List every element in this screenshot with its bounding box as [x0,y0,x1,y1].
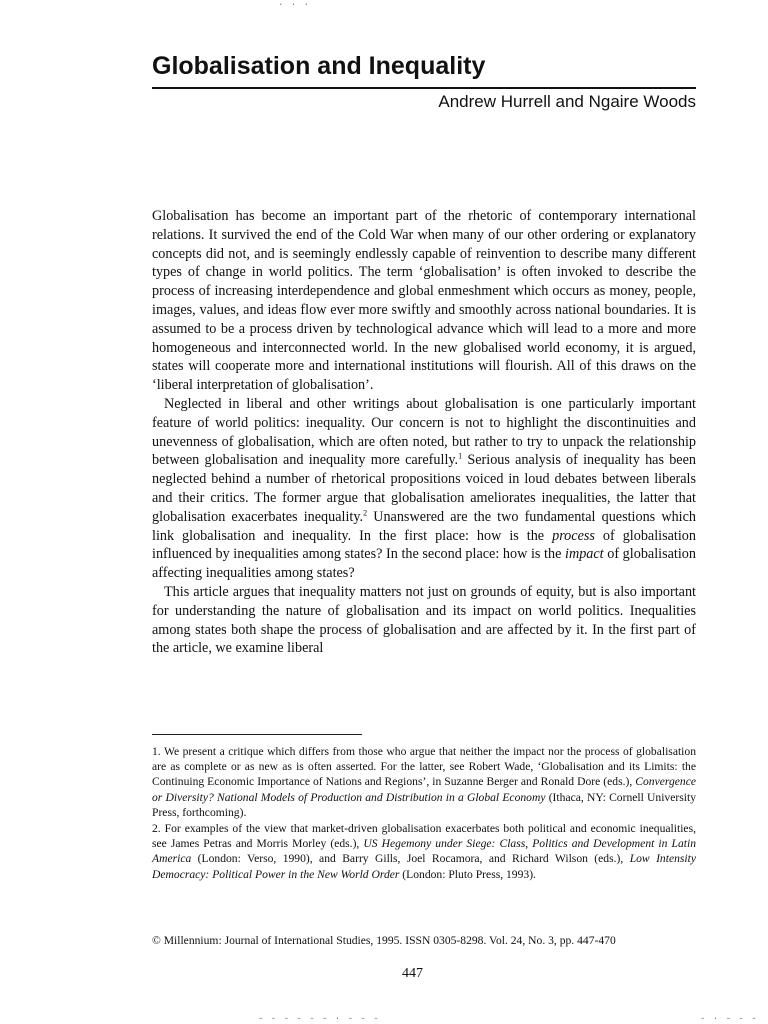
text-run: of globalisation influenced by inequalities among states? In the second place: how is the [152,527,696,563]
text-run: Globalisation has become an important part of the rhetoric of contemporary international relations. It survived the end of the Cold War when many of our other ordering or explanatory concepts did not, and is seemingly endlessly capable of reinvention to describe many different types of change in world politics. The term ‘globalisation’ is often invoked to describe the process of increasing interdependence and global enmeshment which occurs as money, people, images, values, and ideas flow ever more swiftly and smoothly across national boundaries. It is assumed to be a process driven by technological advance which will lead to a more and more homogeneous and interconnected world. In the new globalised world economy, it is argued, states will cooperate more and international institutions will flourish. All of this draws on the ‘liberal interpretation of globalisation’. [152,208,696,394]
body-paragraph [152,583,696,658]
text-run: of globalisation affecting inequalities among states? [152,546,696,582]
footnote-reference: 1 [458,451,463,461]
text-run: (London: Pluto Press, 1993). [399,867,536,881]
text-run: 1. We present a critique which differs from those who argue that neither the impact nor the process of globalisation are as complete or as new as is often asserted. For the latter, see Robert Wade, ‘Globalisation and its Limits: the Continuing Economic Importance of Nations and Regions’, in Suzanne Berger and Ronald Dore (eds.), [152,745,696,789]
article-title: Globalisation and Inequality [152,52,486,80]
scan-artifact-bottom-right: - · - - - [700,1014,758,1024]
scan-artifact-top: · · · [278,0,311,10]
text-run: Neglected in liberal and other writings about globalisation is one particularly important feature of world politics: inequality. Our concern is not to highlight the discontinuities and unevenness of globalisation, which are often noted, but rather to try to unpack the relationship between globalisation and inequality more carefully. [152,395,696,469]
footnote [152,821,696,882]
italic-text: Convergence or Diversity? National Models of Production and Distribution in a Global Economy [152,775,696,804]
text-run: (London: Verso, 1990), and Barry Gills, Joel Rocamora, and Richard Wilson (eds.), [191,852,630,866]
text-run: This article argues that inequality matters not just on grounds of equity, but is also important for understanding the nature of globalisation and its impact on world politics. Inequalities among states both shape the process of globalisation and are affected by it. In the first part of the article, we examine liberal [152,583,696,657]
footnote [152,744,696,820]
copyright-line: © Millennium: Journal of International Studies, 1995. ISSN 0305-8298. Vol. 24, No. 3, pp. 447-470 [152,934,616,947]
text-run: Serious analysis of inequality has been neglected behind a number of rhetorical propositions voiced in loud debates between liberals and their critics. The former argue that globalisation ameliorates inequalities, the latter that globalisation exacerbates inequality. [152,452,696,525]
text-run: 2. For examples of the view that market-driven globalisation exacerbates both political and economic inequalities, see James Petras and Morris Morley (eds.), [152,822,696,851]
article-authors: Andrew Hurrell and Ngaire Woods [438,92,696,111]
italic-text: process [552,527,595,544]
footnote-reference: 2 [363,508,368,518]
article-body [152,207,696,658]
italic-text: US Hegemony under Siege: Class, Politics and Development in Latin America [152,837,696,866]
body-paragraph [152,207,696,395]
italic-text: impact [565,546,604,563]
body-paragraph [152,395,696,583]
scan-artifact-bottom-left: - - - - - - · - - - [258,1014,380,1024]
footnote-separator [152,734,362,735]
italic-text: Low Intensity Democracy: Political Power in the New World Order [152,852,696,881]
footnotes [152,744,696,883]
page-number: 447 [402,966,423,981]
text-run: Unanswered are the two fundamental questions which link globalisation and inequality. In the first place: how is the [152,508,696,544]
title-rule [152,87,696,89]
text-run: (Ithaca, NY: Cornell University Press, forthcoming). [152,790,696,819]
